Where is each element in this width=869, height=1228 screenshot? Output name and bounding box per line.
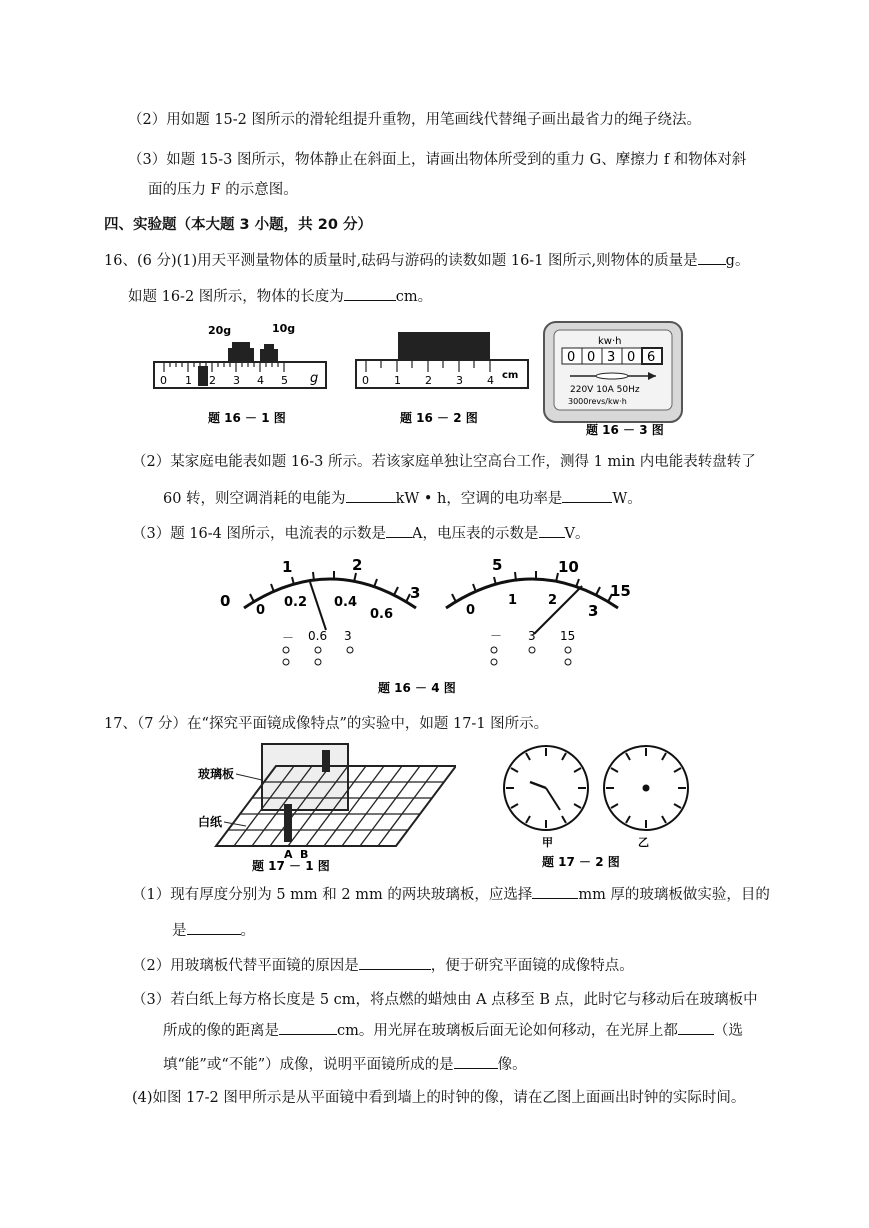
q17-blank-distance[interactable] (279, 1020, 337, 1035)
q17-part2 (132, 955, 634, 976)
q16-part2-unit: W。 (612, 491, 642, 507)
q17-part1-text2: mm 厚的玻璃板做实验，目的 (578, 887, 770, 903)
q16-blank-power[interactable] (562, 488, 612, 503)
q17-part1-line2 (172, 920, 255, 941)
rider-slider (198, 366, 208, 386)
q16-blank-current[interactable] (386, 523, 412, 538)
q16-part3-unit: V。 (564, 526, 590, 542)
q16-line2-unit: cm。 (395, 289, 433, 305)
ammeter-terminal-1 (283, 647, 289, 653)
balance-scale-diagram (150, 318, 336, 438)
meter-spec-2: 3000revs/kw·h (568, 397, 627, 406)
q16-part2-text: 60 转，则空调消耗的电能为 (163, 491, 346, 507)
q17-blank-thickness[interactable] (532, 884, 578, 899)
q17-part2-text2: ，便于研究平面镜的成像特点。 (430, 958, 634, 974)
q16-line1-text: 16、(6 分)(1)用天平测量物体的质量时,砝码与游码的读数如题 16-1 图所示,则物体的质量是 (104, 253, 698, 269)
voltmeter-bottom-0: 0 (466, 603, 476, 618)
q16-blank-mass[interactable] (698, 250, 726, 265)
q17-part3-text2: cm。用光屏在玻璃板后面无论如何移动，在光屏上都 (337, 1023, 678, 1039)
ammeter-term-3: 3 (344, 629, 352, 643)
weight-10g-knob (264, 344, 274, 349)
meter-digit-4: 0 (627, 350, 636, 365)
ammeter-top-1: 1 (282, 558, 293, 576)
meter-digit-2: 0 (587, 350, 596, 365)
q17-line1: 17、（7 分）在“探究平面镜成像特点”的实验中，如题 17-1 图所示。 (104, 716, 549, 732)
q16-part3-text: （3）题 16-4 图所示，电流表的示数是 (132, 526, 387, 542)
q17-part3-line2 (163, 1020, 743, 1041)
q16-part2-text2: kW • h，空调的电功率是 (395, 491, 563, 507)
ruler-tick-2: 2 (425, 374, 432, 387)
label-jia: 甲 (542, 836, 553, 849)
caption-17-1: 题 17 － 1 图 (252, 859, 330, 872)
q17-blank-reason[interactable] (359, 955, 431, 970)
q17-blank-can[interactable] (678, 1020, 714, 1035)
section-heading: 四、实验题（本大题 3 小题，共 20 分） (104, 217, 372, 233)
ruler-diagram (352, 318, 534, 438)
beam-ruler (154, 362, 326, 388)
meter-spec-1: 220V 10A 50Hz (570, 385, 640, 395)
voltmeter-top-15: 15 (610, 582, 631, 600)
figure-16-3 (540, 320, 690, 440)
q16-line1 (104, 250, 749, 271)
weight-20g-knob (232, 342, 250, 348)
q17-part1-end: 。 (240, 923, 255, 939)
q16-blank-voltage[interactable] (539, 523, 565, 538)
ammeter-bottom-0: 0 (256, 603, 266, 618)
caption-16-4: 题 16 － 4 图 (378, 681, 456, 695)
q16-part2-line2 (163, 488, 642, 509)
tick-4: 4 (257, 374, 264, 387)
ruler-unit: cm (502, 370, 519, 381)
q16-line2-text: 如题 16-2 图所示，物体的长度为 (128, 289, 344, 305)
figure-17-2 (486, 742, 716, 872)
q17-part1-text3: 是 (172, 923, 187, 939)
voltmeter (446, 556, 631, 665)
voltmeter-top-5: 5 (492, 556, 503, 574)
q16-blank-energy[interactable] (346, 488, 396, 503)
q16-line1-unit: g。 (725, 253, 750, 269)
ammeter (220, 556, 420, 665)
voltmeter-bottom-2: 2 (548, 593, 558, 608)
caption-16-2: 题 16 － 2 图 (400, 411, 478, 425)
weight-10g-icon (260, 349, 278, 362)
meter-digit-3: 3 (607, 350, 616, 365)
plane-mirror-setup-diagram (196, 742, 456, 872)
meter-disc-icon (596, 373, 628, 379)
q17-part3-line1: （3）若白纸上每方格长度是 5 cm，将点燃的蜡烛由 A 点移至 B 点，此时它与移动后在玻璃板中 (132, 992, 758, 1008)
figure-17-1 (196, 742, 456, 872)
ammeter-term-neg: － (282, 631, 295, 645)
tick-3: 3 (233, 374, 240, 387)
q16-part3-text2: A，电压表的示数是 (412, 526, 539, 542)
weight-20g-label: 20g (208, 324, 232, 337)
label-white-paper: 白纸 (198, 815, 223, 829)
measured-object (398, 332, 490, 360)
clock-yi[interactable] (604, 746, 688, 830)
ammeter-top-3: 3 (410, 584, 421, 602)
weight-10g-label: 10g (272, 322, 296, 335)
voltmeter-term-neg: － (490, 629, 503, 643)
meter-digit-5: 6 (647, 350, 656, 365)
point-a-label: A (284, 848, 293, 861)
voltmeter-terminal-1 (491, 647, 497, 653)
unit-g: g (310, 371, 319, 386)
caption-16-1: 题 16 － 1 图 (208, 411, 286, 425)
caption-16-3: 题 16 － 3 图 (586, 423, 664, 437)
voltmeter-top-10: 10 (558, 558, 579, 576)
meter-digit-1: 0 (567, 350, 576, 365)
voltmeter-bottom-3: 3 (588, 602, 599, 620)
q17-part1-text: （1）现有厚度分别为 5 mm 和 2 mm 的两块玻璃板，应选择 (132, 887, 533, 903)
label-yi: 乙 (638, 836, 649, 849)
label-glass-plate: 玻璃板 (198, 767, 235, 781)
candle-a-icon (284, 804, 292, 842)
energy-meter-diagram (540, 320, 690, 440)
q17-part2-text: （2）用玻璃板代替平面镜的原因是 (132, 958, 359, 974)
q17-part3-end: 像。 (497, 1057, 527, 1073)
ammeter-terminal-3 (347, 647, 353, 653)
ammeter-top-0: 0 (220, 592, 231, 610)
candle-b-icon (322, 750, 330, 772)
voltmeter-bottom-1: 1 (508, 593, 518, 608)
q15-part3-line2: 面的压力 F 的示意图。 (148, 182, 298, 198)
tick-1: 1 (185, 374, 192, 387)
figure-16-4 (210, 552, 650, 700)
point-b-label: B (300, 848, 309, 861)
ammeter-terminal-2 (315, 647, 321, 653)
ruler-tick-1: 1 (394, 374, 401, 387)
ammeter-bottom-3: 0.6 (370, 607, 394, 622)
clock-jia (504, 746, 588, 830)
figure-16-2 (352, 318, 534, 438)
q15-part2: （2）用如题 15-2 图所示的滑轮组提升重物，用笔画线代替绳子画出最省力的绳子绕法。 (128, 112, 702, 128)
ruler-tick-3: 3 (456, 374, 463, 387)
q16-part3 (132, 523, 590, 544)
q16-line2 (128, 286, 432, 307)
meter-unit: kw·h (598, 336, 622, 347)
q17-part4: (4)如图 17-2 图甲所示是从平面镜中看到墙上的时钟的像，请在乙图上面画出时钟的实际时间。 (132, 1090, 746, 1106)
voltmeter-needle (534, 586, 582, 634)
tick-0: 0 (160, 374, 167, 387)
clock-yi-center-dot (643, 785, 650, 792)
ammeter-bottom-2: 0.4 (334, 595, 358, 610)
ammeter-needle (310, 582, 326, 630)
tick-2: 2 (209, 374, 216, 387)
caption-17-2: 题 17 － 2 图 (542, 855, 620, 869)
ruler-tick-0: 0 (362, 374, 369, 387)
ammeter-bottom-1: 0.2 (284, 595, 308, 610)
ruler-tick-4: 4 (487, 374, 494, 387)
voltmeter-term-15: 15 (560, 629, 576, 643)
ammeter-top-2: 2 (352, 556, 363, 574)
q17-part1-line1 (132, 884, 770, 905)
q17-part3-line3 (163, 1054, 527, 1075)
q17-part3-text: 所成的像的距离是 (163, 1023, 279, 1039)
q15-part3-line1: （3）如题 15-3 图所示，物体静止在斜面上，请画出物体所受到的重力 G、摩擦力 f 和物体对斜 (128, 152, 747, 168)
meters-diagram (210, 552, 650, 700)
figure-16-1 (150, 318, 336, 438)
q17-blank-purpose[interactable] (187, 920, 241, 935)
ammeter-term-0.6: 0.6 (308, 629, 328, 643)
q16-part2-line1: （2）某家庭电能表如题 16-3 所示。若该家庭单独让空高台工作，测得 1 min 内电能表转盘转了 (132, 454, 756, 470)
clocks-diagram (486, 742, 716, 872)
voltmeter-terminal-3 (565, 647, 571, 653)
voltmeter-terminal-2 (529, 647, 535, 653)
tick-5: 5 (281, 374, 288, 387)
q16-blank-length[interactable] (344, 286, 396, 301)
q17-part3-text3: （选 (713, 1023, 743, 1039)
q17-blank-image-type[interactable] (454, 1054, 498, 1069)
voltmeter-term-3: 3 (528, 629, 536, 643)
q17-part3-text4: 填“能”或“不能”）成像，说明平面镜所成的是 (163, 1057, 454, 1073)
